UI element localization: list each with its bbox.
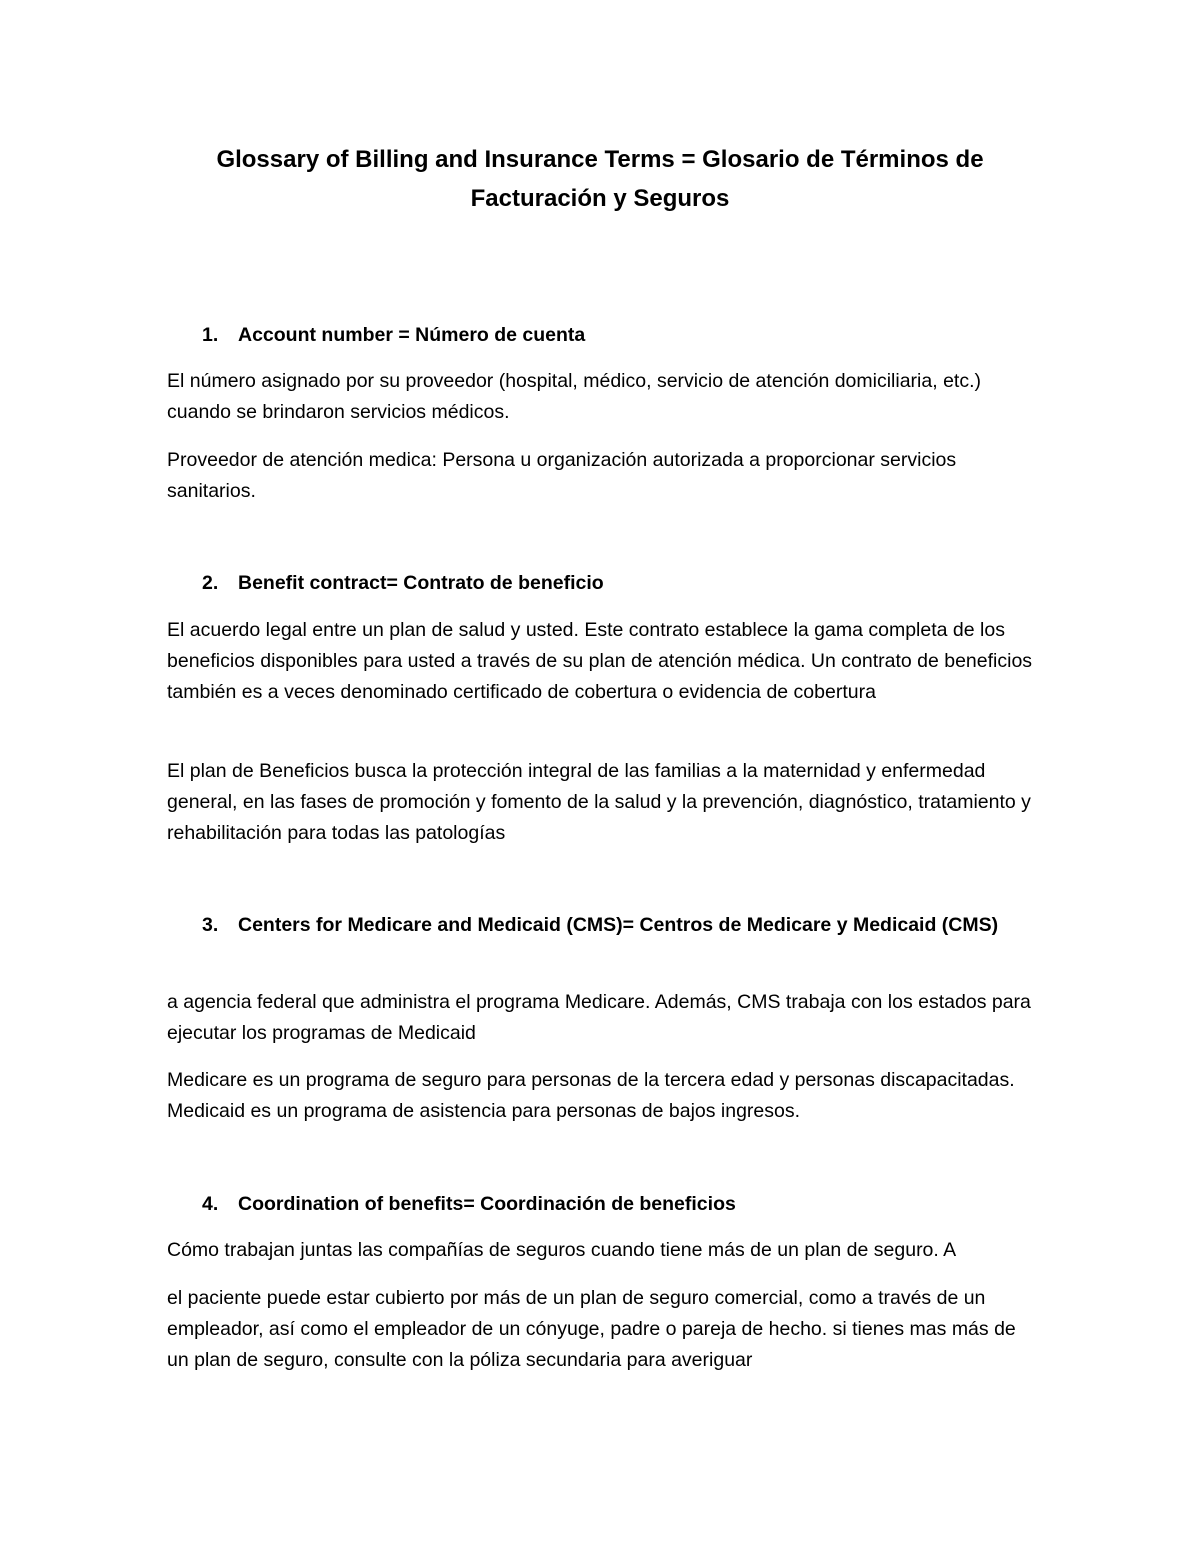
definition-paragraph: el paciente puede estar cubierto por más de un plan de seguro comercial, como a través de un empleador, así como el empleador de un cónyuge, padre o pareja de hecho. si tienes mas más de un plan de seguro, consulte con la póliza secundaria para averiguar bbox=[167, 1287, 1016, 1371]
definition-paragraph: Cómo trabajan juntas las compañías de seguros cuando tiene más de un plan de seguro. A bbox=[167, 1239, 957, 1261]
definition-paragraph: a agencia federal que administra el programa Medicare. Además, CMS trabaja con los estados para ejecutar los programas de Medicaid bbox=[167, 991, 1031, 1044]
term-title: Account number = Número de cuenta bbox=[238, 324, 586, 346]
page-title: Glossary of Billing and Insurance Terms = Glosario de Términos de Facturación y Seguros bbox=[216, 146, 984, 212]
term-number: 4. bbox=[202, 1193, 219, 1215]
definition-paragraph: El número asignado por su proveedor (hospital, médico, servicio de atención domiciliaria, etc.) cuando se brindaron servicios médicos. bbox=[167, 370, 981, 423]
definition-paragraph: Proveedor de atención medica: Persona u organización autorizada a proporcionar servicios sanitarios. bbox=[167, 449, 957, 502]
term-number: 1. bbox=[202, 324, 219, 346]
term-number: 2. bbox=[202, 572, 219, 594]
term-heading-3 bbox=[202, 910, 1002, 941]
term-number: 3. bbox=[202, 914, 219, 936]
term-title: Benefit contract= Contrato de beneficio bbox=[238, 572, 604, 594]
term-heading-2 bbox=[202, 568, 1002, 599]
definition-paragraph: El plan de Beneficios busca la protección integral de las familias a la maternidad y enfermedad general, en las fases de promoción y fomento de la salud y la prevención, diagnóstico, tratamiento y rehabilitación para todas las patologías bbox=[167, 760, 1031, 844]
term-title: Coordination of benefits= Coordinación de beneficios bbox=[238, 1193, 736, 1215]
term-heading-4 bbox=[202, 1189, 1002, 1220]
definition-paragraph: El acuerdo legal entre un plan de salud y usted. Este contrato establece la gama completa de los beneficios disponibles para usted a través de su plan de atención médica. Un contrato de beneficios también es a veces denominado certificado de cobertura o evidencia de cobertura bbox=[167, 619, 1033, 703]
term-title: Centers for Medicare and Medicaid (CMS)= Centros de Medicare y Medicaid (CMS) bbox=[238, 914, 999, 936]
definition-paragraph: Medicare es un programa de seguro para personas de la tercera edad y personas discapacitadas. Medicaid es un programa de asistencia para personas de bajos ingresos. bbox=[167, 1069, 1015, 1122]
term-heading-1 bbox=[202, 320, 1002, 351]
